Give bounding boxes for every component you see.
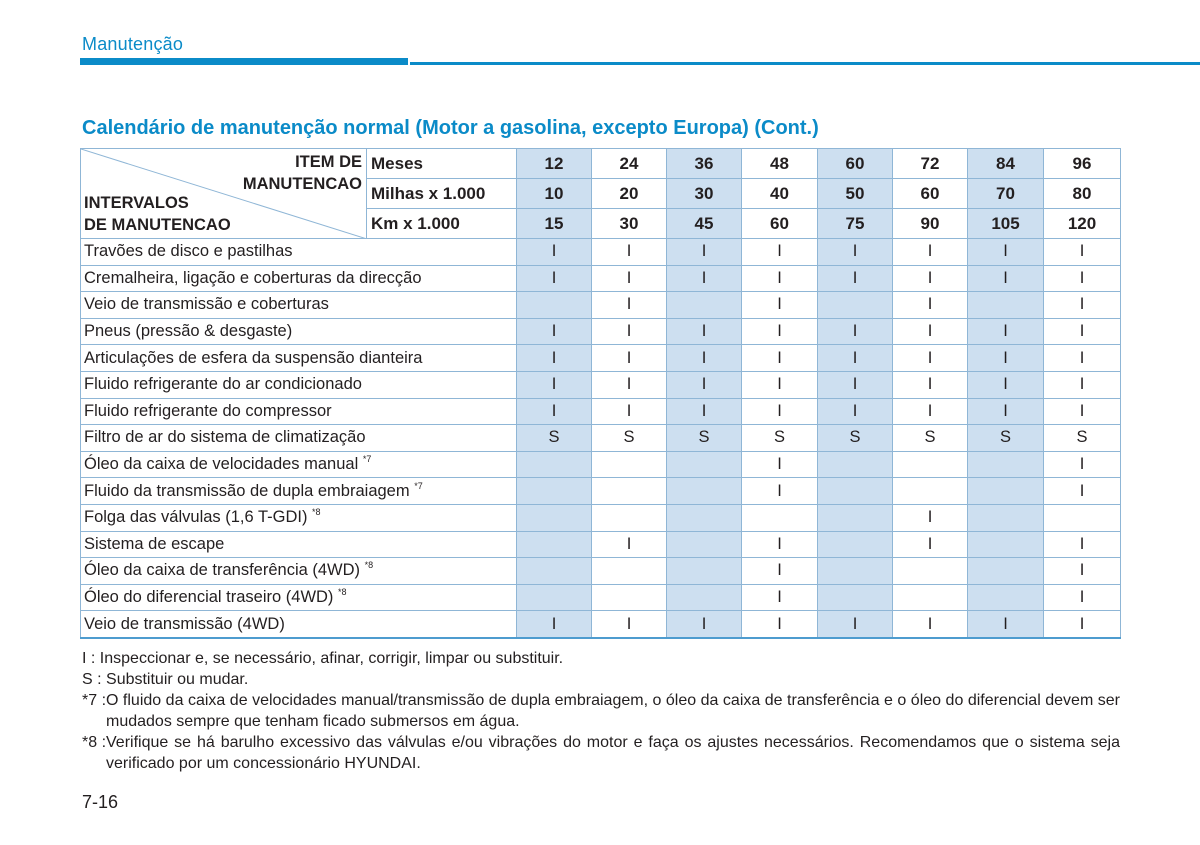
schedule-cell: I [1044,398,1121,425]
schedule-cell: I [818,318,893,345]
table-row [81,239,1121,266]
interval-value: 20 [592,179,667,209]
schedule-cell [592,584,667,611]
corner-bottom-line: DE MANUTENCAO [84,216,231,234]
schedule-cell: I [968,239,1044,266]
table-row [81,584,1121,611]
schedule-cell: I [893,531,968,558]
schedule-cell: S [968,425,1044,452]
table-row [81,425,1121,452]
schedule-cell: I [742,558,818,585]
schedule-cell: I [1044,318,1121,345]
schedule-cell [818,478,893,505]
schedule-cell: I [742,478,818,505]
page-title: Calendário de manutenção normal (Motor a gasolina, excepto Europa) (Cont.) [82,117,819,139]
schedule-cell: I [1044,371,1121,398]
schedule-cell: I [667,318,742,345]
header-rule-thick [80,58,408,65]
schedule-cell: I [667,611,742,638]
maintenance-item [81,584,517,611]
table-row [81,371,1121,398]
interval-row [81,149,1121,179]
item-label: Travões de disco e pastilhas [84,242,293,261]
schedule-cell: S [742,425,818,452]
schedule-cell: I [517,318,592,345]
schedule-cell: I [1044,531,1121,558]
schedule-cell: I [968,345,1044,372]
schedule-cell: I [818,371,893,398]
schedule-cell: I [893,265,968,292]
schedule-cell [968,478,1044,505]
legend-key-replace: S : [82,671,102,688]
schedule-cell: I [742,345,818,372]
schedule-cell: I [667,398,742,425]
interval-value: 36 [667,149,742,179]
legend-inspect [82,648,1120,669]
schedule-cell [592,478,667,505]
footnote-ref: *8 [364,560,374,571]
schedule-cell: I [893,371,968,398]
schedule-cell: I [1044,239,1121,266]
interval-value: 90 [893,209,968,239]
footnote-ref: *8 [338,587,347,598]
schedule-cell: I [1044,558,1121,585]
maintenance-schedule-table [80,148,1121,639]
maintenance-item [81,504,517,531]
schedule-cell: I [818,398,893,425]
legend-text-inspect: Inspeccionar e, se necessário, afinar, corrigir, limpar ou substituir. [99,650,564,667]
item-label: Óleo da caixa de velocidades manual [84,455,359,474]
schedule-cell: I [1044,584,1121,611]
schedule-cell: I [893,239,968,266]
schedule-cell [667,292,742,319]
corner-bottom-label [84,192,231,236]
legend-replace [82,669,1120,690]
schedule-cell: I [1044,478,1121,505]
schedule-cell: S [667,425,742,452]
schedule-cell: I [742,611,818,638]
schedule-cell [667,478,742,505]
table-row [81,345,1121,372]
schedule-cell: I [893,292,968,319]
schedule-cell [818,504,893,531]
schedule-cell: I [818,345,893,372]
schedule-cell [592,451,667,478]
schedule-cell: S [818,425,893,452]
item-label: Cremalheira, ligação e coberturas da direcção [84,268,422,287]
item-label: Veio de transmissão (4WD) [84,614,285,633]
maintenance-item [81,345,517,372]
schedule-cell [517,558,592,585]
schedule-cell: I [742,371,818,398]
schedule-cell: I [893,611,968,638]
interval-value: 80 [1044,179,1121,209]
schedule-cell: I [1044,345,1121,372]
footnote-key: *8 : [82,734,107,751]
schedule-cell: I [818,265,893,292]
schedule-cell: I [742,292,818,319]
table-row [81,611,1121,638]
schedule-cell [818,531,893,558]
schedule-cell: I [893,398,968,425]
schedule-cell: I [1044,292,1121,319]
maintenance-item [81,611,517,638]
schedule-cell: I [592,239,667,266]
maintenance-item [81,398,517,425]
interval-label: Milhas x 1.000 [367,179,517,209]
legend-text-replace: Substituir ou mudar. [106,671,249,688]
schedule-cell: I [742,531,818,558]
item-label: Fluido refrigerante do ar condicionado [84,375,362,394]
interval-label: Meses [367,149,517,179]
schedule-cell [968,504,1044,531]
schedule-cell: I [968,318,1044,345]
schedule-cell: I [968,265,1044,292]
schedule-cell [893,478,968,505]
schedule-cell: I [592,371,667,398]
schedule-cell: I [517,265,592,292]
schedule-cell: I [592,531,667,558]
schedule-cell [667,504,742,531]
table-row [81,478,1121,505]
schedule-cell [818,584,893,611]
interval-value: 70 [968,179,1044,209]
table-row [81,292,1121,319]
legend-key-inspect: I : [82,650,96,667]
interval-value: 60 [893,179,968,209]
schedule-cell [818,451,893,478]
interval-value: 40 [742,179,818,209]
schedule-cell [667,558,742,585]
schedule-cell: I [742,398,818,425]
schedule-cell: I [893,504,968,531]
maintenance-item [81,318,517,345]
schedule-cell [968,292,1044,319]
item-label: Filtro de ar do sistema de climatização [84,428,366,447]
schedule-cell: S [592,425,667,452]
interval-value: 30 [592,209,667,239]
footnote-ref: *7 [414,480,423,491]
schedule-cell: S [893,425,968,452]
schedule-cell [592,558,667,585]
item-label: Óleo do diferencial traseiro (4WD) [84,588,334,607]
maintenance-item [81,371,517,398]
schedule-cell [818,558,893,585]
section-title: Manutenção [82,34,184,54]
schedule-cell: I [968,371,1044,398]
schedule-cell [893,584,968,611]
schedule-cell [968,584,1044,611]
item-label: Sistema de escape [84,534,225,553]
schedule-cell [592,504,667,531]
table-row [81,558,1121,585]
schedule-cell: I [968,398,1044,425]
schedule-cell: I [1044,611,1121,638]
maintenance-item [81,425,517,452]
interval-value: 96 [1044,149,1121,179]
schedule-cell: I [517,371,592,398]
schedule-cell [517,451,592,478]
schedule-cell: S [517,425,592,452]
interval-value: 105 [968,209,1044,239]
schedule-cell [893,451,968,478]
schedule-cell: I [667,345,742,372]
schedule-cell [667,451,742,478]
schedule-cell: I [893,345,968,372]
schedule-cell: I [742,584,818,611]
schedule-cell [968,451,1044,478]
item-label: Pneus (pressão & desgaste) [84,322,293,341]
schedule-cell: I [742,239,818,266]
item-label: Folga das válvulas (1,6 T-GDI) [84,508,308,527]
schedule-cell [742,504,818,531]
corner-top-line: MANUTENCAO [242,175,362,193]
schedule-cell: I [742,265,818,292]
schedule-cell [517,584,592,611]
schedule-cell: I [818,239,893,266]
schedule-cell: I [818,611,893,638]
corner-top-label [243,151,362,195]
maintenance-item [81,531,517,558]
schedule-cell [667,531,742,558]
schedule-cell [667,584,742,611]
footnote-text: Verifique se há barulho excessivo das válvulas e/ou vibrações do motor e faça os ajustes necessários. Recomendamos que o sistema seja verificado por um concessionário HYUNDAI. [106,734,1120,772]
schedule-cell [517,504,592,531]
interval-value: 30 [667,179,742,209]
schedule-cell: I [742,451,818,478]
schedule-cell: I [592,611,667,638]
schedule-cell: I [1044,451,1121,478]
schedule-cell: S [1044,425,1121,452]
maintenance-item [81,265,517,292]
interval-value: 48 [742,149,818,179]
schedule-cell: I [742,318,818,345]
footnote-text: O fluido da caixa de velocidades manual/transmissão de dupla embraiagem, o óleo da caixa de transferência e o óleo do diferencial devem ser mudados sempre que tenham ficado submersos em água. [106,692,1120,730]
interval-value: 84 [968,149,1044,179]
maintenance-item [81,478,517,505]
interval-value: 12 [517,149,592,179]
interval-value: 24 [592,149,667,179]
item-label: Veio de transmissão e coberturas [84,295,329,314]
maintenance-item [81,451,517,478]
schedule-cell: I [517,611,592,638]
schedule-cell: I [667,265,742,292]
footnote-key: *7 : [82,692,107,709]
footnote-ref: *8 [312,507,321,518]
schedule-cell: I [667,371,742,398]
schedule-cell: I [592,292,667,319]
item-label: Fluido da transmissão de dupla embraiagem [84,481,410,500]
corner-header [81,149,367,239]
interval-value: 60 [818,149,893,179]
interval-label: Km x 1.000 [367,209,517,239]
schedule-cell: I [592,398,667,425]
legend [82,648,1120,774]
item-label: Articulações de esfera da suspensão dianteira [84,348,423,367]
schedule-cell: I [592,345,667,372]
item-label: Óleo da caixa de transferência (4WD) [84,561,361,580]
header-rule-thin [410,62,1200,65]
schedule-cell: I [517,398,592,425]
table-row [81,265,1121,292]
maintenance-item [81,239,517,266]
schedule-cell [517,292,592,319]
interval-value: 60 [742,209,818,239]
interval-value: 50 [818,179,893,209]
table-row [81,318,1121,345]
schedule-cell: I [893,318,968,345]
schedule-cell [968,531,1044,558]
schedule-cell [517,531,592,558]
interval-value: 45 [667,209,742,239]
schedule-cell [1044,504,1121,531]
table-row [81,451,1121,478]
footnote-7 [82,690,1120,732]
schedule-cell [818,292,893,319]
schedule-cell: I [667,239,742,266]
schedule-cell [517,478,592,505]
maintenance-item [81,558,517,585]
interval-value: 72 [893,149,968,179]
interval-value: 120 [1044,209,1121,239]
schedule-cell: I [968,611,1044,638]
item-label: Fluido refrigerante do compressor [84,401,332,420]
interval-value: 15 [517,209,592,239]
table-row [81,531,1121,558]
footnote-8 [82,732,1120,774]
schedule-cell: I [1044,265,1121,292]
schedule-cell [968,558,1044,585]
schedule-cell: I [592,318,667,345]
interval-value: 10 [517,179,592,209]
schedule-cell: I [517,345,592,372]
page-number: 7-16 [82,792,119,812]
corner-top-line: ITEM DE [295,153,362,171]
schedule-cell: I [517,239,592,266]
maintenance-item [81,292,517,319]
table-row [81,504,1121,531]
table-row [81,398,1121,425]
footnote-ref: *7 [362,454,372,465]
schedule-cell [893,558,968,585]
schedule-cell: I [592,265,667,292]
interval-value: 75 [818,209,893,239]
corner-bottom-line: INTERVALOS [84,194,189,212]
